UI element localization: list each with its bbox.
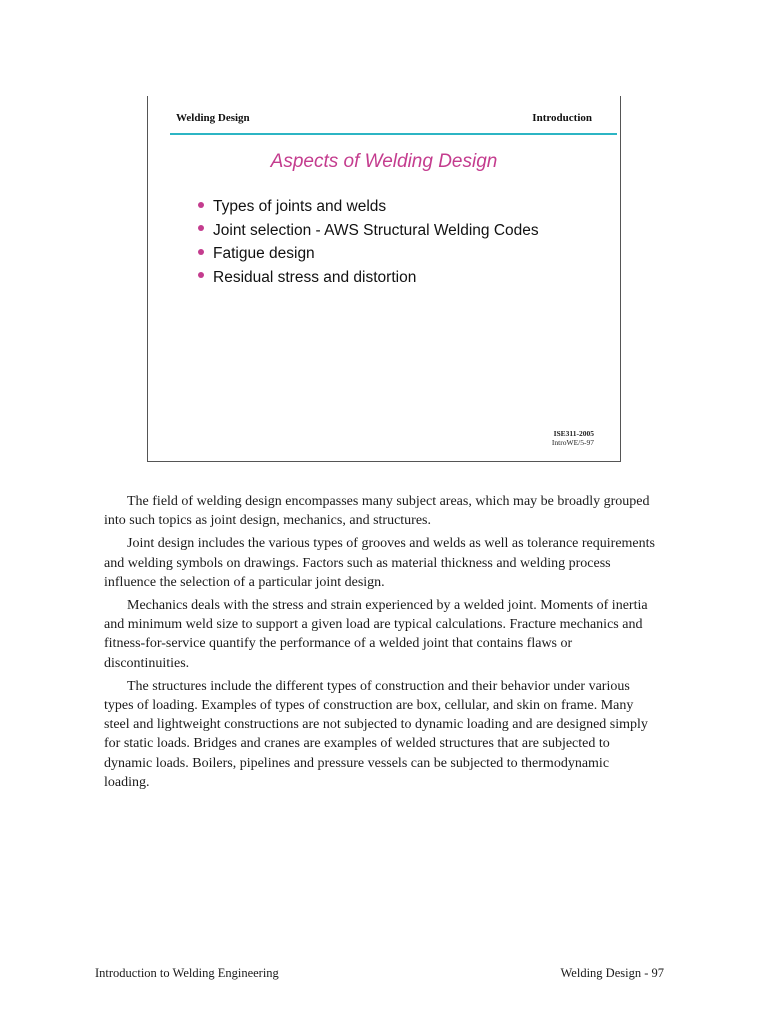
- slide-header-right: Introduction: [532, 112, 592, 124]
- slide-header-rule: [170, 133, 617, 135]
- slide-bullet-text: Residual stress and distortion: [213, 268, 417, 286]
- page-footer-left: Introduction to Welding Engineering: [95, 966, 279, 980]
- slide-course-code: ISE311-2005: [553, 429, 594, 438]
- bullet-dot-icon: [198, 202, 204, 208]
- body-paragraph: Joint design includes the various types of grooves and welds as well as tolerance requirements and welding symbols on drawings. Factors such as material thickness and welding process influence the selection of a particular joint design.: [104, 536, 655, 590]
- bullet-dot-icon: [198, 249, 204, 255]
- slide-bullet-item: [198, 219, 539, 243]
- slide-bullet-text: Fatigue design: [213, 245, 315, 262]
- slide-bullet-text: Joint selection - AWS Structural Welding Codes: [213, 221, 539, 239]
- slide-footer: [552, 429, 594, 447]
- slide-bullet-text: Types of joints and welds: [213, 198, 387, 215]
- slide-bullet-item: [198, 266, 539, 290]
- body-text: [104, 492, 656, 796]
- bullet-dot-icon: [198, 272, 204, 278]
- slide-bullet-list: [198, 195, 539, 289]
- slide-frame: [147, 96, 621, 462]
- body-paragraph: The structures include the different types of construction and their behavior under various types of loading. Examples of types of construction are box, cellular, and skin on frame. Many steel and lightweight constructions are not subjected to dynamic loading and are designed simply for static loads. Bridges and cranes are examples of welded structures that are subjected to dynamic loads. Boilers, pipelines and pressure vessels can be subjected to thermodynamic loading.: [104, 678, 648, 790]
- slide-title: Aspects of Welding Design: [270, 151, 498, 172]
- slide-bullet-item: [198, 195, 539, 219]
- page-footer-right: Welding Design - 97: [560, 966, 664, 980]
- slide-reference: IntroWE/5-97: [551, 438, 594, 447]
- slide-header-left: Welding Design: [176, 112, 250, 124]
- bullet-dot-icon: [198, 225, 204, 231]
- slide-bullet-item: [198, 242, 539, 266]
- body-paragraph: Mechanics deals with the stress and strain experienced by a welded joint. Moments of inertia and minimum weld size to support a given load are typical calculations. Fracture mechanics and fitness-for-service quantify the performance of a welded joint that contains flaws or discontinuities.: [104, 598, 648, 671]
- body-paragraph: The field of welding design encompasses many subject areas, which may be broadly grouped into such topics as joint design, mechanics, and structures.: [104, 494, 650, 529]
